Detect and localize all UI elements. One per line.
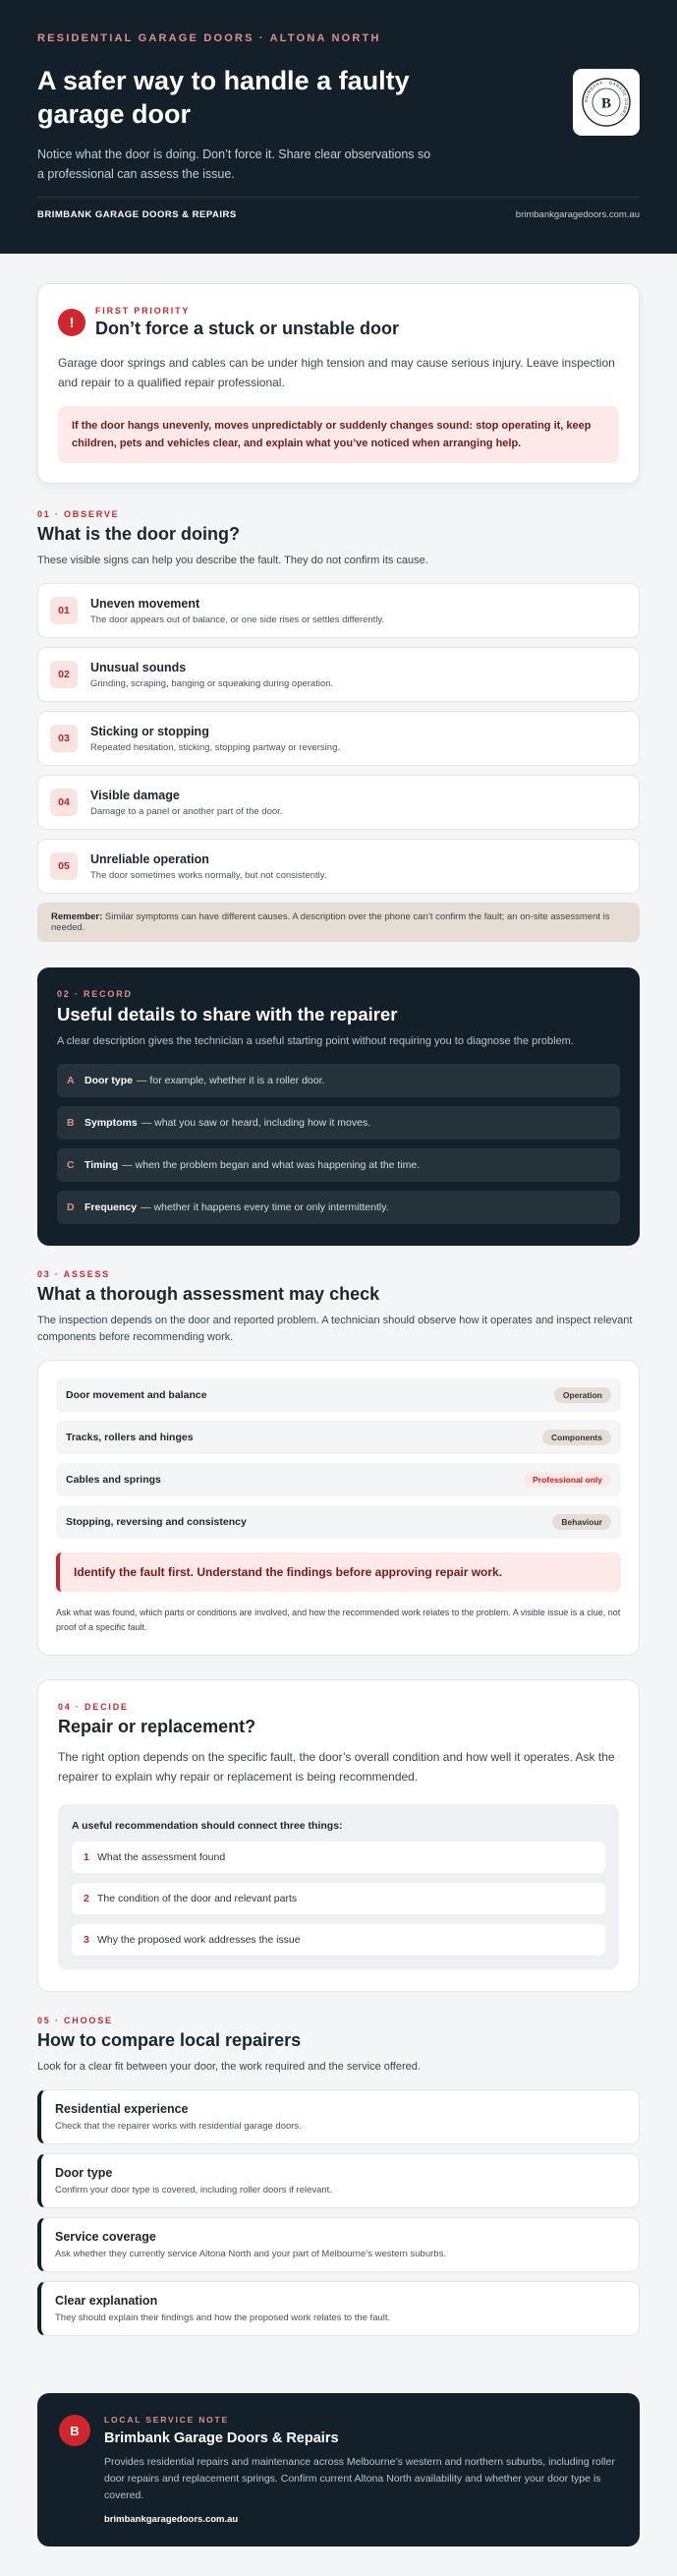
assess-section (37, 1269, 640, 1656)
item-title: Unusual sounds (90, 660, 187, 674)
list-item (37, 583, 640, 638)
item-letter: A (67, 1075, 75, 1086)
list-item (37, 2281, 640, 2336)
record-section (37, 967, 640, 1246)
item-number: 02 (50, 661, 78, 688)
remember-label: Remember: (51, 911, 103, 922)
hero-header (0, 0, 677, 254)
svg-text:BRIMBANK · GARAGE DOORS ·: BRIMBANK · GARAGE DOORS · (583, 79, 630, 121)
item-desc: Check that the repairer works with residential garage doors. (55, 2121, 302, 2132)
item-title: Visible damage (90, 788, 180, 802)
observe-list (37, 583, 640, 894)
item-desc: Ask whether they currently service Altona North and your part of Melbourne’s western suburbs. (55, 2249, 446, 2259)
check-row (56, 1505, 621, 1539)
item-letter: B (67, 1117, 75, 1129)
list-item (37, 2089, 640, 2144)
recommendation-title: A useful recommendation should connect three things: (72, 1820, 343, 1832)
assess-alert: Identify the fault first. Understand the findings before approving repair work. (56, 1552, 621, 1592)
item-desc: Confirm your door type is covered, including roller doors if relevant. (55, 2185, 332, 2195)
item-title: Door type (55, 2166, 113, 2180)
page-bottom-spacer (0, 2547, 677, 2576)
item-label: Frequency (85, 1201, 138, 1213)
choose-description: Look for a clear fit between your door, the work required and the service offered. (37, 2061, 421, 2073)
item-number: 01 (50, 597, 78, 624)
item-desc: Repeated hesitation, sticking, stopping partway or reversing. (90, 741, 340, 753)
record-eyebrow: 02 · RECORD (57, 989, 133, 999)
decide-eyebrow: 04 · DECIDE (58, 1702, 129, 1712)
item-title: Uneven movement (90, 596, 200, 611)
decide-section (37, 1679, 640, 1992)
item-number: 05 (50, 852, 78, 880)
observe-section (37, 509, 640, 942)
hero-footer (37, 197, 640, 220)
choose-list (37, 2089, 640, 2336)
list-item (37, 2153, 640, 2208)
record-list (57, 1064, 620, 1224)
check-label: Stopping, reversing and consistency (66, 1516, 247, 1528)
list-item (37, 775, 640, 830)
item-text: Why the proposed work addresses the issue (97, 1934, 301, 1946)
check-row (56, 1463, 621, 1496)
priority-header (58, 306, 619, 339)
item-label: Timing (85, 1159, 119, 1171)
check-tag: Operation (554, 1387, 611, 1403)
check-row (56, 1378, 621, 1412)
item-label: Door type (85, 1075, 134, 1086)
assess-description: The inspection depends on the door and reported problem. A technician should observe how it operates and inspect relevant components before recommending work. (37, 1315, 633, 1343)
check-row (56, 1421, 621, 1454)
local-description: Provides residential repairs and maintenance across Melbourne’s western and northern suburbs, including roller door repairs and replacement springs. Confirm current Altona North availability and whether your door type is covered. (104, 2456, 615, 2501)
svg-text:B: B (600, 95, 612, 112)
local-service-note (37, 2393, 640, 2547)
recommendation-box (58, 1804, 619, 1969)
priority-alert: If the door hangs unevenly, moves unpredictably or suddenly changes sound: stop operating it, keep children, pets and vehicles clear, and explain what you’ve noticed when arranging help. (58, 406, 619, 463)
list-item (57, 1148, 620, 1182)
logo-seal-icon (581, 77, 632, 128)
priority-eyebrow: FIRST PRIORITY (95, 306, 191, 316)
check-label: Door movement and balance (66, 1389, 207, 1401)
list-item (37, 839, 640, 894)
item-text: — for example, whether it is a roller door. (137, 1075, 325, 1086)
item-label: Symptoms (85, 1117, 138, 1129)
item-letter: C (67, 1159, 75, 1171)
hero-subtitle: Notice what the door is doing. Don’t force it. Share clear observations so a professional can assess the issue. (37, 147, 431, 181)
item-number: 04 (50, 789, 78, 816)
list-item (37, 711, 640, 766)
item-desc: They should explain their findings and how the proposed work relates to the fault. (55, 2313, 391, 2323)
list-item (37, 647, 640, 702)
item-title: Unreliable operation (90, 851, 209, 866)
item-number: 2 (84, 1893, 89, 1904)
record-description: A clear description gives the technician a useful starting point without requiring you to diagnose the problem. (57, 1035, 574, 1047)
item-text: — when the problem began and what was happening at the time. (122, 1159, 421, 1171)
choose-eyebrow: 05 · CHOOSE (37, 2016, 113, 2025)
check-label: Cables and springs (66, 1474, 161, 1486)
remember-text: Similar symptoms can have different causes. A description over the phone can’t confirm the fault; an on-site assessment is needed. (51, 911, 610, 933)
assess-note: Ask what was found, which parts or conditions are involved, and how the recommended work relates to the problem. A visible issue is a clue, not proof of a specific fault. (56, 1608, 621, 1632)
list-item (57, 1106, 620, 1140)
safety-priority-card (37, 283, 640, 484)
item-desc: Damage to a panel or another part of the door. (90, 805, 283, 817)
list-item (57, 1064, 620, 1097)
hero-eyebrow: RESIDENTIAL GARAGE DOORS · ALTONA NORTH (37, 32, 381, 44)
check-label: Tracks, rollers and hinges (66, 1432, 194, 1443)
local-title: Brimbank Garage Doors & Repairs (104, 2430, 339, 2446)
decide-title: Repair or replacement? (58, 1717, 256, 1736)
item-title: Clear explanation (55, 2294, 158, 2308)
item-number: 03 (50, 725, 78, 752)
priority-title: Don’t force a stuck or unstable door (95, 319, 400, 338)
observe-title: What is the door doing? (37, 524, 240, 544)
page-title: A safer way to handle a faulty garage door (37, 66, 410, 129)
assess-eyebrow: 03 · ASSESS (37, 1269, 110, 1279)
list-item (37, 2217, 640, 2272)
item-text: What the assessment found (97, 1851, 226, 1863)
item-number: 3 (84, 1934, 89, 1946)
assessment-card (37, 1360, 640, 1656)
website-link[interactable]: brimbankgaragedoors.com.au (515, 209, 640, 220)
item-text: — what you saw or heard, including how it moves. (141, 1117, 371, 1129)
decide-description: The right option depends on the specific fault, the door’s overall condition and how well it operates. Ask the repairer to explain why repair or replacement is being recommended. (58, 1750, 615, 1784)
check-tag: Behaviour (552, 1514, 611, 1530)
warning-icon: ! (58, 309, 85, 336)
local-eyebrow: LOCAL SERVICE NOTE (104, 2415, 230, 2425)
item-title: Service coverage (55, 2230, 156, 2244)
item-desc: The door sometimes works normally, but not consistently. (90, 869, 327, 881)
brand-badge-icon: B (59, 2415, 90, 2446)
brand-name: BRIMBANK GARAGE DOORS & REPAIRS (37, 209, 237, 220)
assess-title: What a thorough assessment may check (37, 1284, 380, 1304)
check-tag: Components (542, 1430, 611, 1445)
item-text: The condition of the door and relevant parts (97, 1893, 298, 1904)
observe-eyebrow: 01 · OBSERVE (37, 509, 120, 519)
item-desc: The door appears out of balance, or one side rises or settles differently. (90, 614, 385, 625)
list-item (57, 1191, 620, 1224)
list-item (72, 1842, 605, 1873)
item-letter: D (67, 1201, 75, 1213)
choose-section (37, 2016, 640, 2336)
brand-logo (573, 69, 640, 136)
item-text: — whether it happens every time or only intermittently. (141, 1201, 389, 1213)
observe-description: These visible signs can help you describe the fault. They do not confirm its cause. (37, 555, 428, 566)
list-item (72, 1924, 605, 1956)
record-title: Useful details to share with the repairer (57, 1004, 398, 1025)
check-tag: Professional only (524, 1472, 611, 1488)
priority-body: Garage door springs and cables can be under high tension and may cause serious injury. Leave inspection and repair to a qualified repair professional. (58, 356, 615, 389)
item-desc: Grinding, scraping, banging or squeaking during operation. (90, 677, 334, 689)
list-item (72, 1883, 605, 1914)
choose-title: How to compare local repairers (37, 2030, 302, 2050)
remember-note (37, 903, 640, 942)
item-title: Residential experience (55, 2102, 189, 2116)
item-title: Sticking or stopping (90, 724, 209, 738)
item-number: 1 (84, 1851, 89, 1863)
website-link[interactable]: brimbankgaragedoors.com.au (104, 2514, 239, 2525)
